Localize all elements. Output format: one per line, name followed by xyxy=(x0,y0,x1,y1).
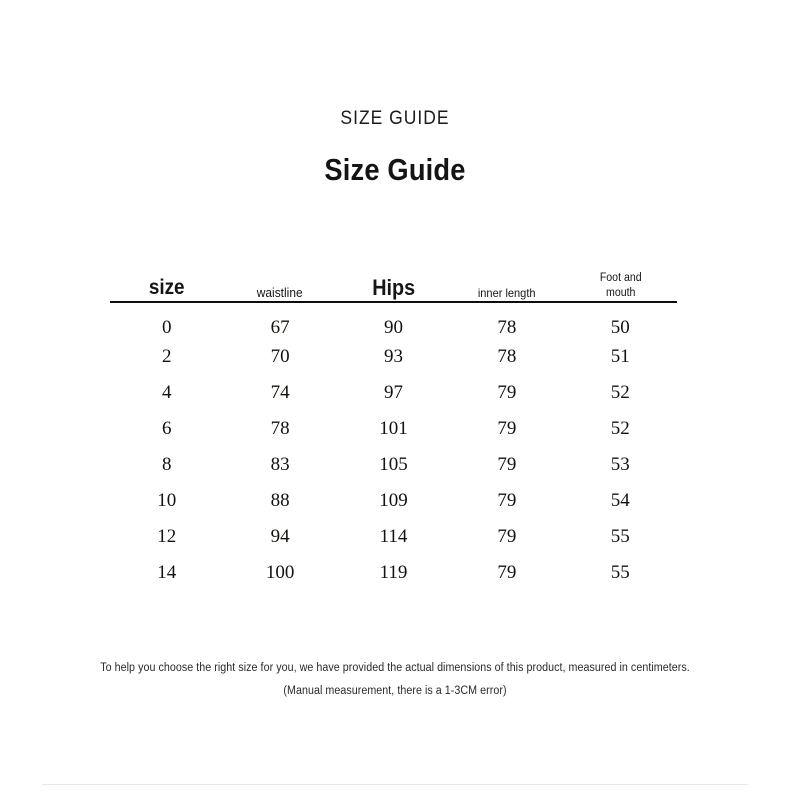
cell-inner-length: 78 xyxy=(497,346,517,367)
measurement-note-line-1: To help you choose the right size for you, we have provided the actual dimensions of this product, measured in centimeters. xyxy=(100,662,690,674)
cell-foot-and-mouth: 55 xyxy=(610,526,630,547)
column-header-size: size xyxy=(148,276,185,300)
cell-size: 10 xyxy=(157,490,177,511)
cell-waistline: 94 xyxy=(270,526,290,547)
size-table-container xyxy=(110,252,677,591)
cell-hips: 90 xyxy=(383,317,403,338)
cell-foot-and-mouth: 55 xyxy=(610,562,630,583)
column-header-foot-and-mouth-line-2: mouth xyxy=(605,286,635,299)
cell-size: 8 xyxy=(161,454,172,475)
cell-foot-and-mouth: 51 xyxy=(610,346,630,367)
cell-waistline: 83 xyxy=(270,454,290,475)
column-header-hips: Hips xyxy=(372,275,415,301)
cell-inner-length: 79 xyxy=(497,562,517,583)
cell-foot-and-mouth: 52 xyxy=(610,382,630,403)
cell-foot-and-mouth: 53 xyxy=(610,454,630,475)
page-title: Size Guide xyxy=(324,152,466,187)
cell-inner-length: 79 xyxy=(497,382,517,403)
table-body xyxy=(110,300,677,591)
cell-inner-length: 79 xyxy=(497,454,517,475)
cell-waistline: 70 xyxy=(270,346,290,367)
cell-hips: 119 xyxy=(379,562,408,583)
cell-size: 6 xyxy=(161,418,172,439)
table-row xyxy=(110,375,677,411)
column-header-waistline: waistline xyxy=(257,284,304,300)
cell-size: 0 xyxy=(161,317,172,338)
measurement-note-line-2: (Manual measurement, there is a 1-3CM error) xyxy=(283,685,507,697)
table-row xyxy=(110,483,677,519)
cell-size: 4 xyxy=(161,382,172,403)
column-header-foot-and-mouth xyxy=(568,252,672,300)
cell-inner-length: 79 xyxy=(497,526,517,547)
table-row xyxy=(110,339,677,375)
cell-waistline: 88 xyxy=(270,490,290,511)
cell-waistline: 67 xyxy=(270,317,290,338)
bottom-divider xyxy=(42,784,748,785)
cell-inner-length: 78 xyxy=(497,317,517,338)
cell-hips: 105 xyxy=(379,454,408,475)
table-row xyxy=(110,447,677,483)
table-header-rule xyxy=(110,301,677,303)
cell-hips: 101 xyxy=(379,418,408,439)
cell-hips: 97 xyxy=(383,382,403,403)
cell-waistline: 74 xyxy=(270,382,290,403)
cell-inner-length: 79 xyxy=(497,418,517,439)
cell-size: 2 xyxy=(161,346,172,367)
eyebrow-label: SIZE GUIDE xyxy=(340,108,450,129)
table-header xyxy=(110,252,677,300)
cell-hips: 109 xyxy=(379,490,408,511)
cell-foot-and-mouth: 52 xyxy=(610,418,630,439)
cell-waistline: 100 xyxy=(265,562,295,583)
column-header-inner-length: inner length xyxy=(478,286,536,301)
cell-inner-length: 79 xyxy=(497,490,517,511)
cell-waistline: 78 xyxy=(270,418,290,439)
column-header-foot-and-mouth-line-1: Foot and xyxy=(599,272,642,285)
cell-size: 14 xyxy=(157,562,177,583)
table-row xyxy=(110,519,677,555)
size-table xyxy=(110,252,677,591)
cell-foot-and-mouth: 54 xyxy=(610,490,630,511)
table-row xyxy=(110,300,677,339)
cell-foot-and-mouth: 50 xyxy=(610,317,630,338)
table-row xyxy=(110,411,677,447)
cell-hips: 93 xyxy=(383,346,403,367)
cell-size: 12 xyxy=(157,526,177,547)
table-header-row xyxy=(110,252,677,300)
cell-hips: 114 xyxy=(379,526,408,547)
table-row xyxy=(110,555,677,591)
